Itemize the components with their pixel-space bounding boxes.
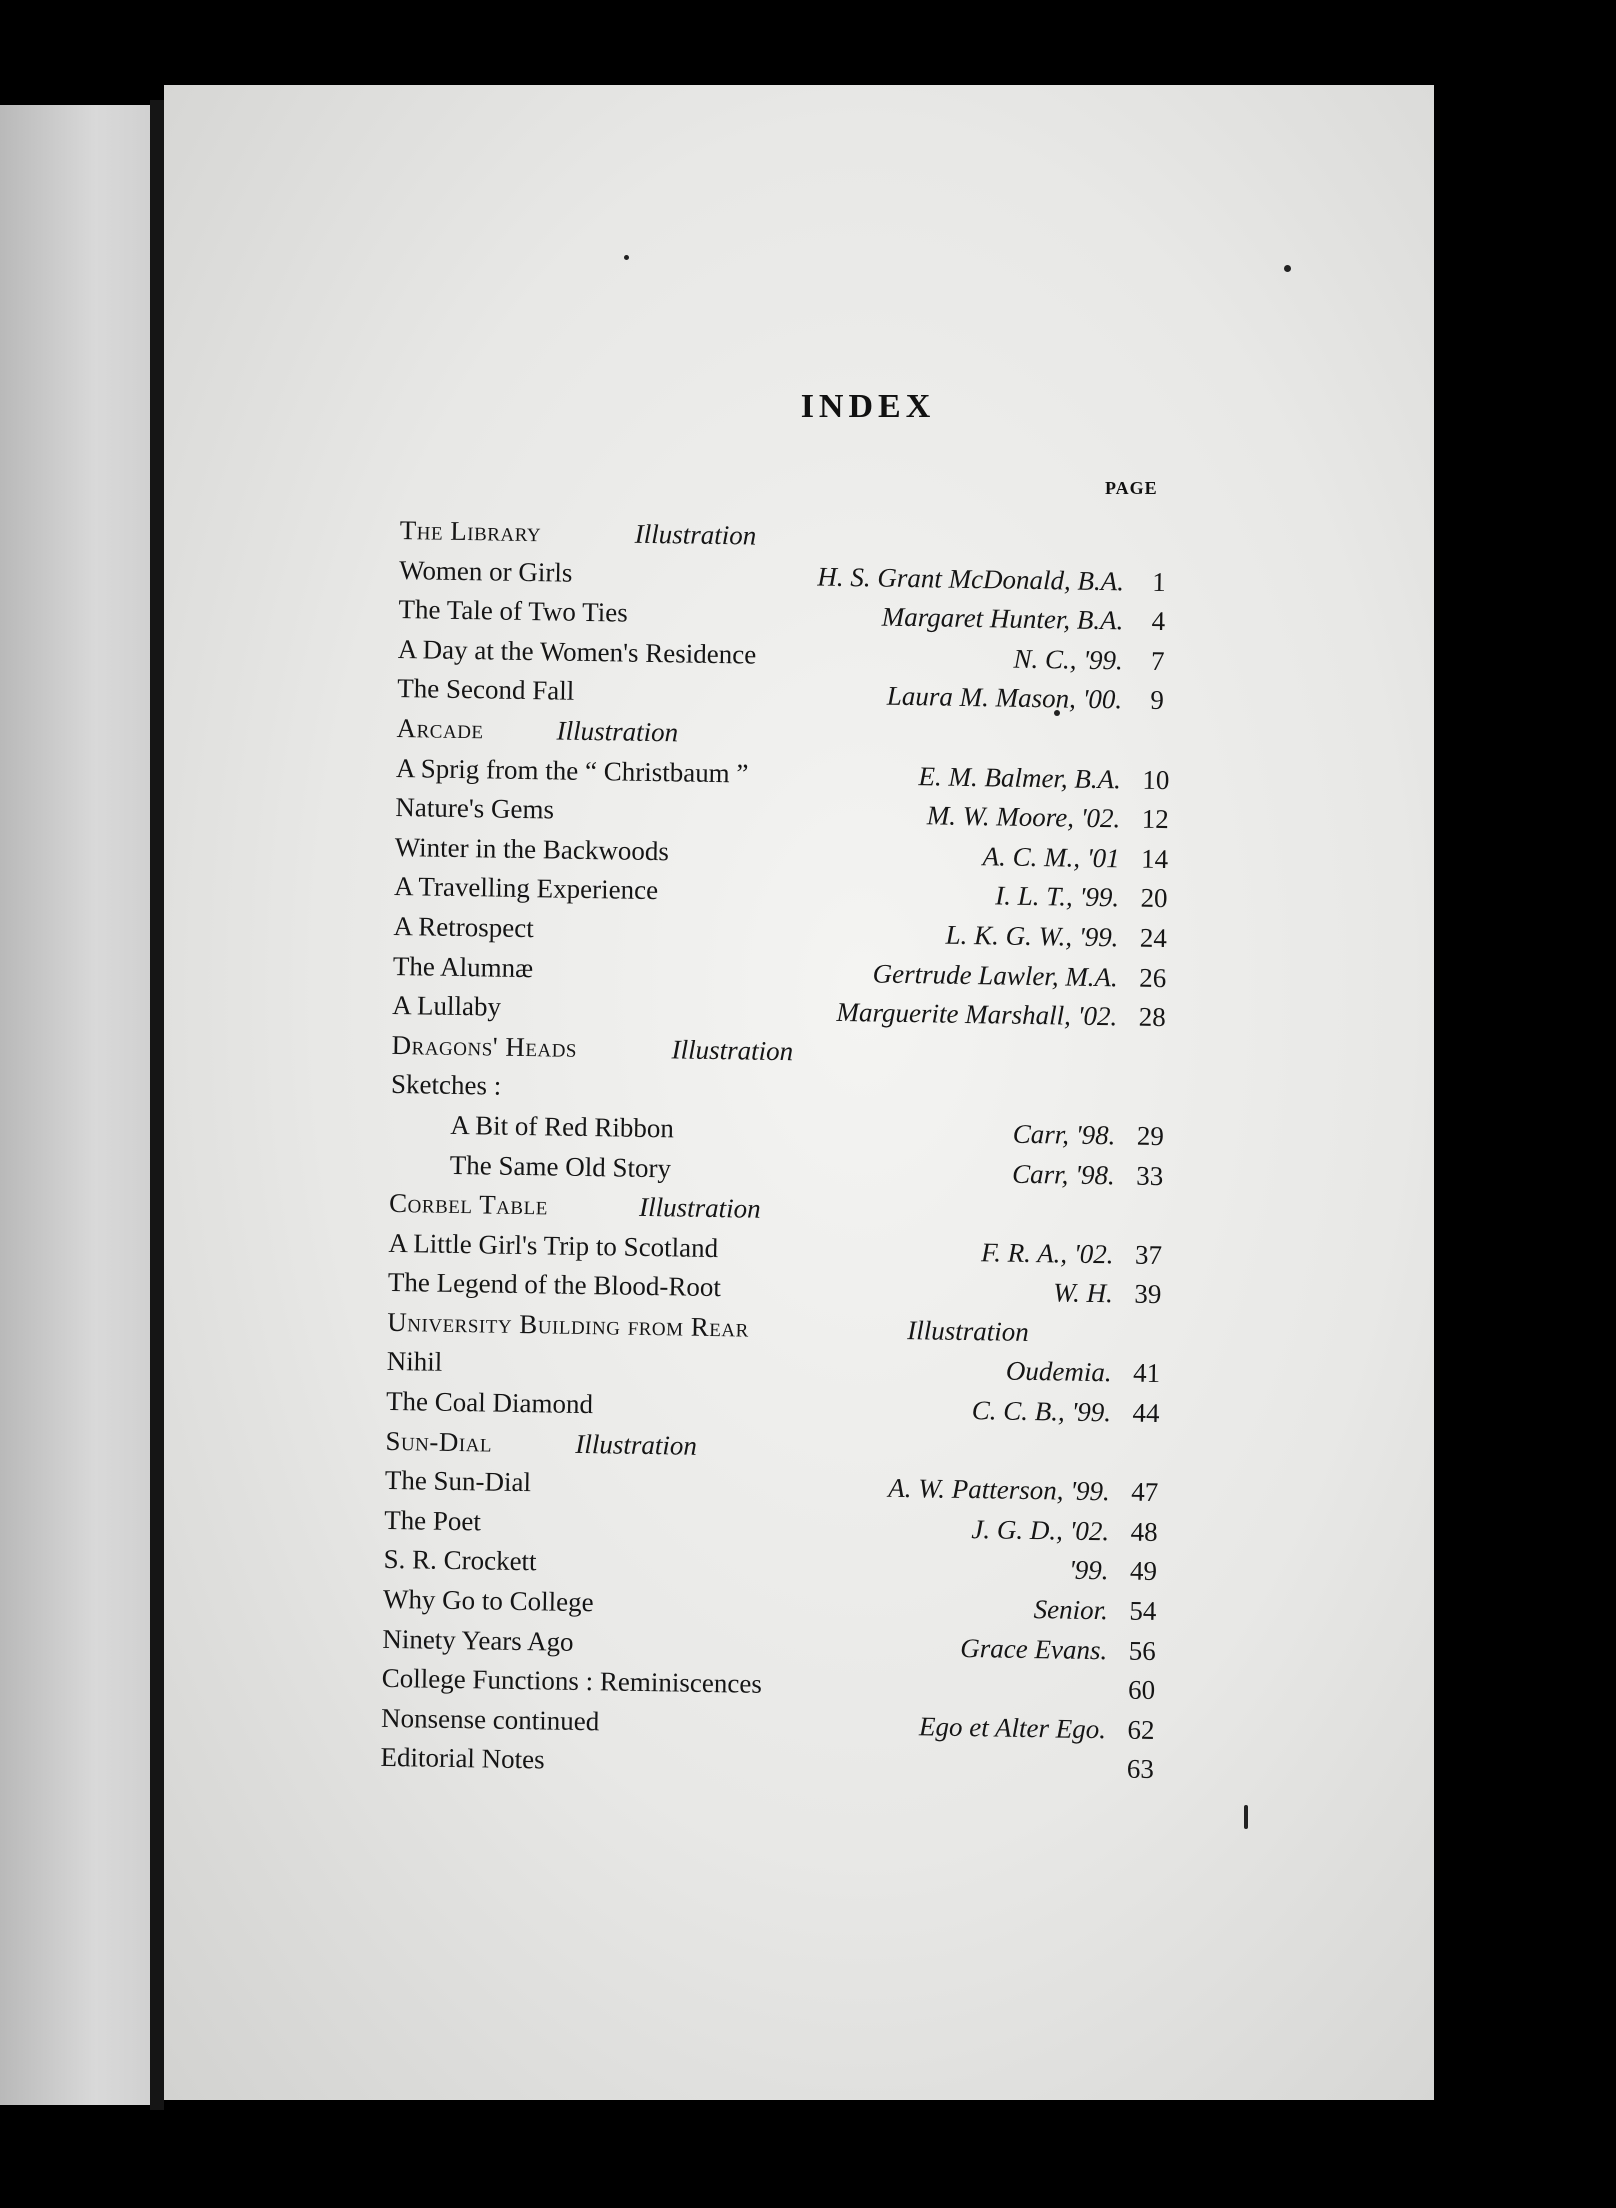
entry-author: Marguerite Marshall, '02.: [836, 997, 1118, 1032]
ink-speck: [624, 255, 629, 260]
entry-page-number: 63: [1126, 1753, 1155, 1785]
entry-author: Laura M. Mason, '00.: [886, 681, 1123, 715]
entry-author: N. C., '99.: [1013, 643, 1124, 676]
entry-author: J. G. D., '02.: [971, 1513, 1110, 1547]
entry-title: The Second Fall: [397, 673, 575, 707]
entry-title: Nonsense continued: [380, 1702, 600, 1737]
entry-author: Oudemia.: [1005, 1356, 1112, 1388]
entry-title: The Alumnæ: [392, 950, 534, 983]
entry-page-number: 47: [1131, 1476, 1159, 1508]
entry-author: I. L. T., '99.: [995, 880, 1120, 913]
entry-author: A. W. Patterson, '99.: [888, 1473, 1110, 1507]
entry-page-number: 37: [1134, 1239, 1163, 1270]
entry-title: Sketches :: [390, 1069, 502, 1101]
entry-page-number: 28: [1138, 1001, 1166, 1033]
entry-title: Corbel Table: [388, 1188, 549, 1221]
entry-illustration-label: Illustration: [671, 1034, 794, 1066]
entry-page-number: 1: [1152, 566, 1167, 597]
entry-title: Nature's Gems: [395, 792, 555, 825]
entry-title: Why Go to College: [382, 1583, 594, 1618]
entry-title: S. R. Crockett: [383, 1544, 537, 1577]
entry-title: The Same Old Story: [449, 1149, 672, 1183]
entry-page-number: 56: [1128, 1635, 1156, 1666]
entry-author: W. H.: [1052, 1277, 1114, 1309]
entry-author: C. C. B., '99.: [971, 1395, 1112, 1428]
entry-title: The Tale of Two Ties: [398, 594, 628, 628]
entry-title: The Legend of the Blood-Root: [387, 1267, 722, 1303]
entry-title: A Little Girl's Trip to Scotland: [388, 1227, 719, 1263]
entry-title: A Lullaby: [392, 990, 502, 1022]
entry-author: '99.: [1068, 1555, 1109, 1586]
entry-illustration-label: Illustration: [638, 1191, 761, 1224]
entry-illustration-label: Illustration: [556, 715, 679, 748]
entry-page-number: 7: [1150, 645, 1165, 676]
entry-title: College Functions : Reminiscences: [381, 1663, 763, 1700]
entry-page-number: 10: [1142, 764, 1170, 795]
entry-author: Grace Evans.: [960, 1632, 1108, 1665]
entry-title: Winter in the Backwoods: [394, 831, 670, 867]
entry-author: F. R. A., '02.: [980, 1236, 1114, 1269]
entry-author: Gertrude Lawler, M.A.: [872, 958, 1119, 992]
entry-author: H. S. Grant McDonald, B.A.: [817, 561, 1125, 596]
entry-title: The Library: [399, 515, 542, 548]
entry-page-number: 4: [1151, 606, 1166, 637]
entry-illustration-label: Illustration: [575, 1428, 698, 1461]
entry-title: Nihil: [386, 1346, 443, 1378]
entry-title: Sun-Dial: [385, 1425, 493, 1458]
entry-page-number: 12: [1141, 803, 1170, 835]
entry-page-number: 26: [1139, 962, 1167, 993]
entry-page-number: 20: [1140, 883, 1168, 914]
entry-author: Ego et Alter Ego.: [918, 1711, 1107, 1745]
entry-title: Arcade: [396, 712, 484, 745]
entry-author: Senior.: [1033, 1594, 1109, 1626]
entry-page-number: 39: [1134, 1278, 1162, 1310]
ink-speck: [1284, 265, 1291, 272]
entry-author: Carr, '98.: [1012, 1118, 1116, 1151]
entry-title: A Retrospect: [393, 910, 534, 944]
entry-title: Dragons' Heads: [391, 1029, 578, 1063]
entry-title: Ninety Years Ago: [382, 1623, 574, 1657]
entry-page-number: 49: [1129, 1556, 1158, 1587]
entry-title: The Sun-Dial: [384, 1465, 532, 1498]
entry-title: Editorial Notes: [380, 1742, 545, 1775]
entry-title: A Sprig from the “ Christbaum ”: [395, 752, 749, 789]
entry-page-number: 33: [1135, 1160, 1164, 1191]
entry-page-number: 60: [1127, 1674, 1156, 1706]
index-entries: [380, 515, 1180, 1794]
entry-author: M. W. Moore, '02.: [926, 800, 1121, 834]
entry-page-number: 24: [1139, 922, 1168, 954]
entry-illustration-label: Illustration: [907, 1314, 1029, 1347]
entry-title: The Coal Diamond: [385, 1385, 594, 1420]
entry-page-number: 29: [1136, 1120, 1165, 1151]
entry-title: The Poet: [383, 1504, 482, 1537]
page-column-header: PAGE: [1105, 478, 1158, 498]
entry-page-number: 41: [1132, 1358, 1161, 1389]
entry-page-number: 62: [1127, 1714, 1155, 1745]
entry-page-number: 14: [1140, 843, 1169, 874]
entry-title: A Bit of Red Ribbon: [450, 1109, 675, 1144]
entry-page-number: 48: [1130, 1516, 1158, 1547]
entry-author: Carr, '98.: [1011, 1158, 1115, 1190]
ink-speck: [1244, 1805, 1248, 1829]
entry-title: A Day at the Women's Residence: [397, 633, 757, 670]
entry-author: L. K. G. W., '99.: [945, 919, 1119, 953]
entry-illustration-label: Illustration: [634, 518, 757, 551]
entry-page-number: 44: [1132, 1397, 1160, 1429]
entry-author: E. M. Balmer, B.A.: [918, 760, 1122, 794]
entry-author: A. C. M., '01: [982, 840, 1120, 874]
entry-title: University Building from Rear: [387, 1306, 750, 1343]
entry-title: Women or Girls: [398, 554, 573, 588]
entry-page-number: 9: [1150, 685, 1165, 716]
entry-page-number: 54: [1129, 1595, 1157, 1627]
entry-author: Margaret Hunter, B.A.: [881, 601, 1124, 636]
index-title: INDEX: [800, 388, 936, 425]
entry-title: A Travelling Experience: [393, 871, 659, 906]
